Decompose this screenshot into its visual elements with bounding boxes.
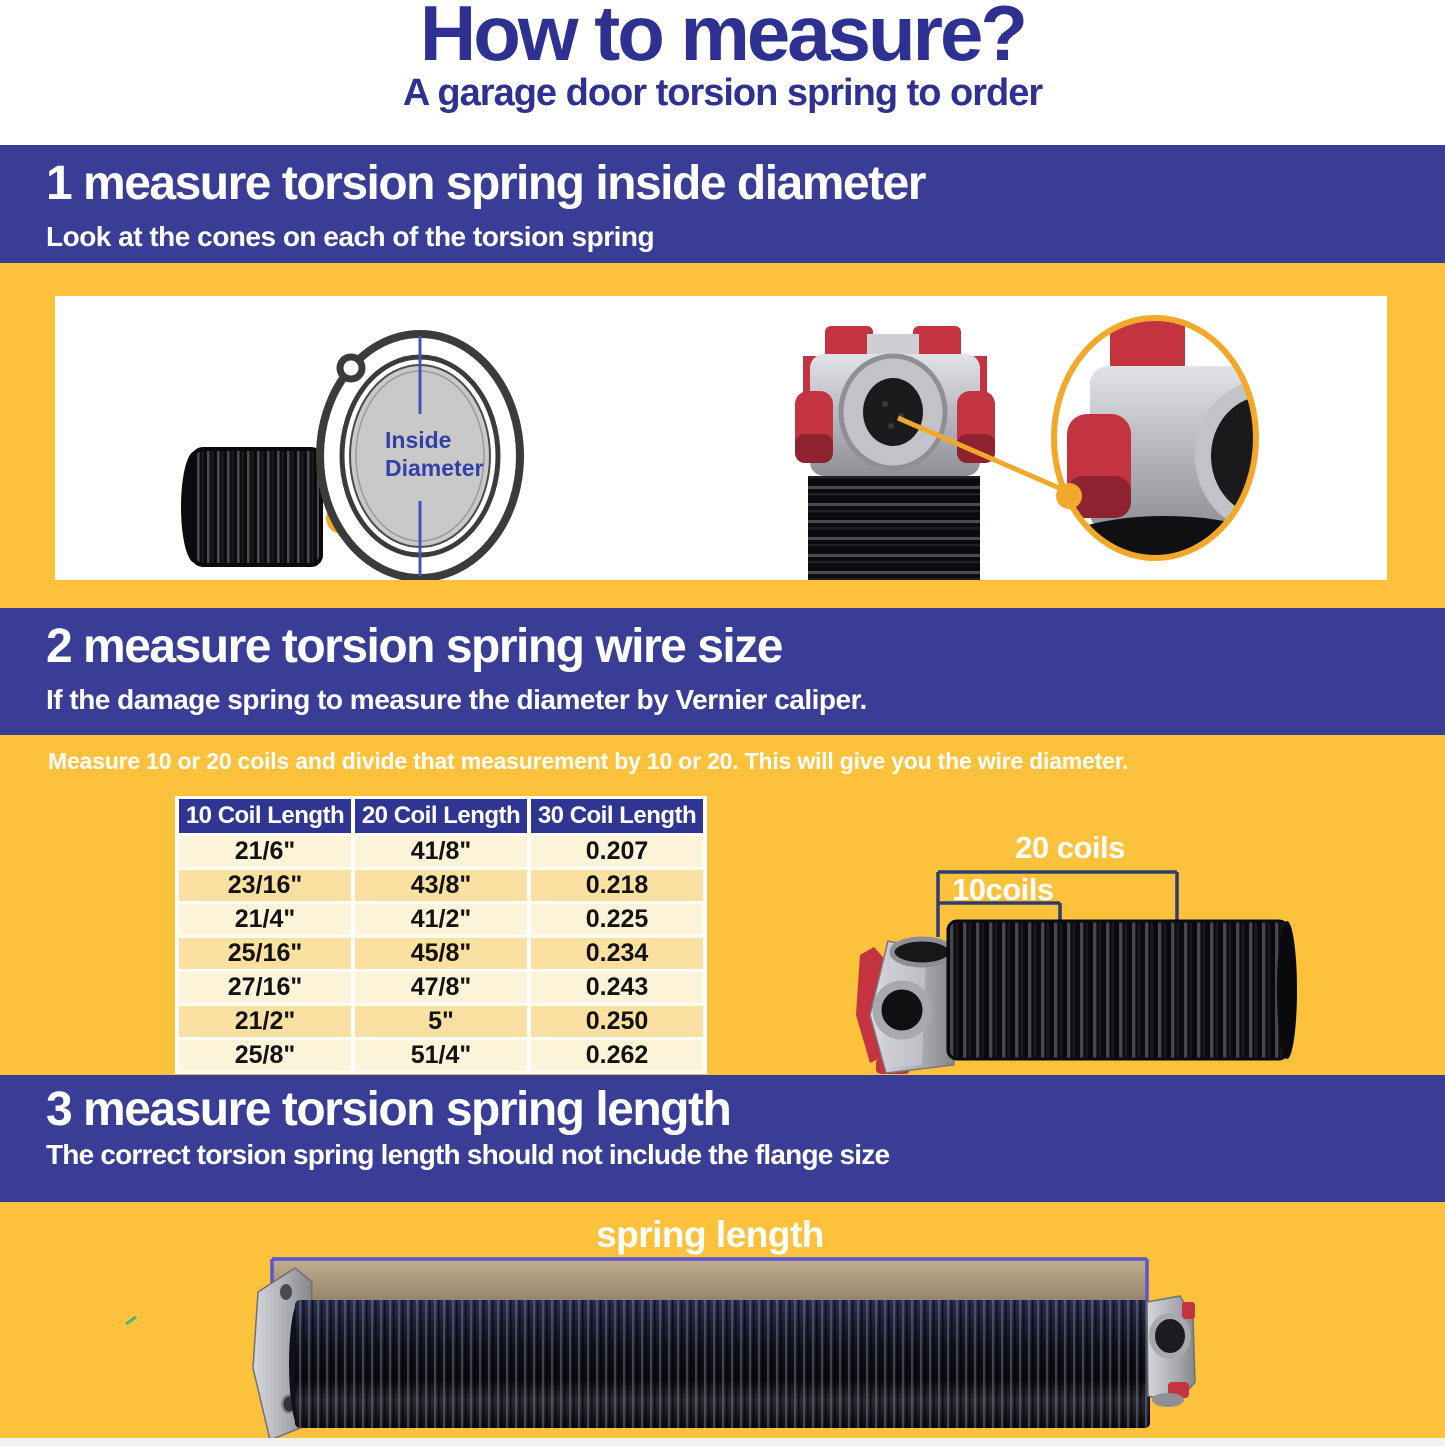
table-cell: 51/4" — [355, 1040, 527, 1071]
spring-cone-left — [856, 939, 954, 1074]
table-cell: 0.218 — [531, 870, 703, 901]
table-cell: 0.243 — [531, 972, 703, 1003]
table-cell: 5" — [355, 1006, 527, 1037]
table-row — [179, 1006, 703, 1037]
label-10-coils: 10coils — [952, 872, 1054, 907]
spring-cone-right — [1147, 1296, 1195, 1407]
inside-diameter-figure — [55, 296, 1387, 580]
label-spring-length: spring length — [596, 1214, 824, 1255]
cone-side-hole — [877, 985, 927, 1035]
table-cell: 0.234 — [531, 938, 703, 969]
flange-bolt-hole-top — [280, 1284, 292, 1300]
table-cell: 45/8" — [355, 938, 527, 969]
table-row — [179, 938, 703, 969]
table-row — [179, 972, 703, 1003]
section1-header-band — [0, 145, 1445, 263]
spring-coils-horizontal — [948, 921, 1297, 1059]
table-cell: 21/2" — [179, 1006, 351, 1037]
table-cell: 21/4" — [179, 904, 351, 935]
table-row — [179, 836, 703, 867]
table-cell: 41/8" — [355, 836, 527, 867]
torsion-cone-photo — [795, 326, 995, 580]
table-cell: 21/6" — [179, 836, 351, 867]
section3-heading: 3 measure torsion spring length — [46, 1083, 731, 1136]
page-title: How to measure? — [419, 0, 1026, 77]
section1-subheading: Look at the cones on each of the torsion spring — [46, 221, 655, 253]
table-cell: 0.250 — [531, 1006, 703, 1037]
section3-subheading: The correct torsion spring length should not include the flange size — [46, 1139, 890, 1171]
table-row — [179, 904, 703, 935]
wire-size-table — [175, 796, 707, 1074]
section1-heading: 1 measure torsion spring inside diameter — [46, 157, 925, 210]
cone-end-hole — [1152, 1316, 1188, 1356]
long-spring-body — [289, 1300, 1150, 1428]
table-cell: 23/16" — [179, 870, 351, 901]
green-mark — [126, 1317, 136, 1324]
column-header: 20 Coil Length — [355, 799, 527, 833]
table-cell: 0.207 — [531, 836, 703, 867]
section3-header-band — [0, 1075, 1445, 1202]
section2-header-band — [0, 608, 1445, 735]
table-cell: 27/16" — [179, 972, 351, 1003]
table-cell: 47/8" — [355, 972, 527, 1003]
table-row — [179, 1040, 703, 1071]
spring-coils-vertical — [808, 476, 980, 580]
table-cell: 25/8" — [179, 1040, 351, 1071]
page-subtitle: A garage door torsion spring to order — [402, 72, 1043, 114]
table-row — [179, 870, 703, 901]
bottom-edge-strip — [0, 1438, 1445, 1446]
inside-diameter-diagram — [55, 296, 1387, 580]
column-header: 10 Coil Length — [179, 799, 351, 833]
table-cell: 0.225 — [531, 904, 703, 935]
inside-diameter-circle — [320, 334, 520, 578]
section2-subheading: If the damage spring to measure the diameter by Vernier caliper. — [46, 684, 867, 716]
table-cell: 0.262 — [531, 1040, 703, 1071]
column-header: 30 Coil Length — [531, 799, 703, 833]
label-20-coils: 20 coils — [1015, 830, 1125, 865]
wire-table-head — [179, 799, 703, 833]
diameter-label: Diameter — [385, 455, 484, 481]
wire-table-body — [179, 836, 703, 1071]
table-cell: 43/8" — [355, 870, 527, 901]
inside-label: Inside — [385, 427, 452, 453]
wire-measure-note: Measure 10 or 20 coils and divide that measurement by 10 or 20. This will give you the wire diameter. — [48, 748, 1129, 774]
cone-bore-hole — [863, 378, 923, 446]
wire-end-circle — [340, 357, 362, 379]
table-cell: 41/2" — [355, 904, 527, 935]
table-cell: 25/16" — [179, 938, 351, 969]
spring-side-view — [181, 449, 321, 565]
table-header-row — [179, 799, 703, 833]
section2-heading: 2 measure torsion spring wire size — [46, 620, 782, 673]
photo-backdrop — [272, 1260, 1147, 1306]
spring-length-figure — [90, 1240, 1360, 1440]
cone-top-opening — [892, 939, 952, 965]
